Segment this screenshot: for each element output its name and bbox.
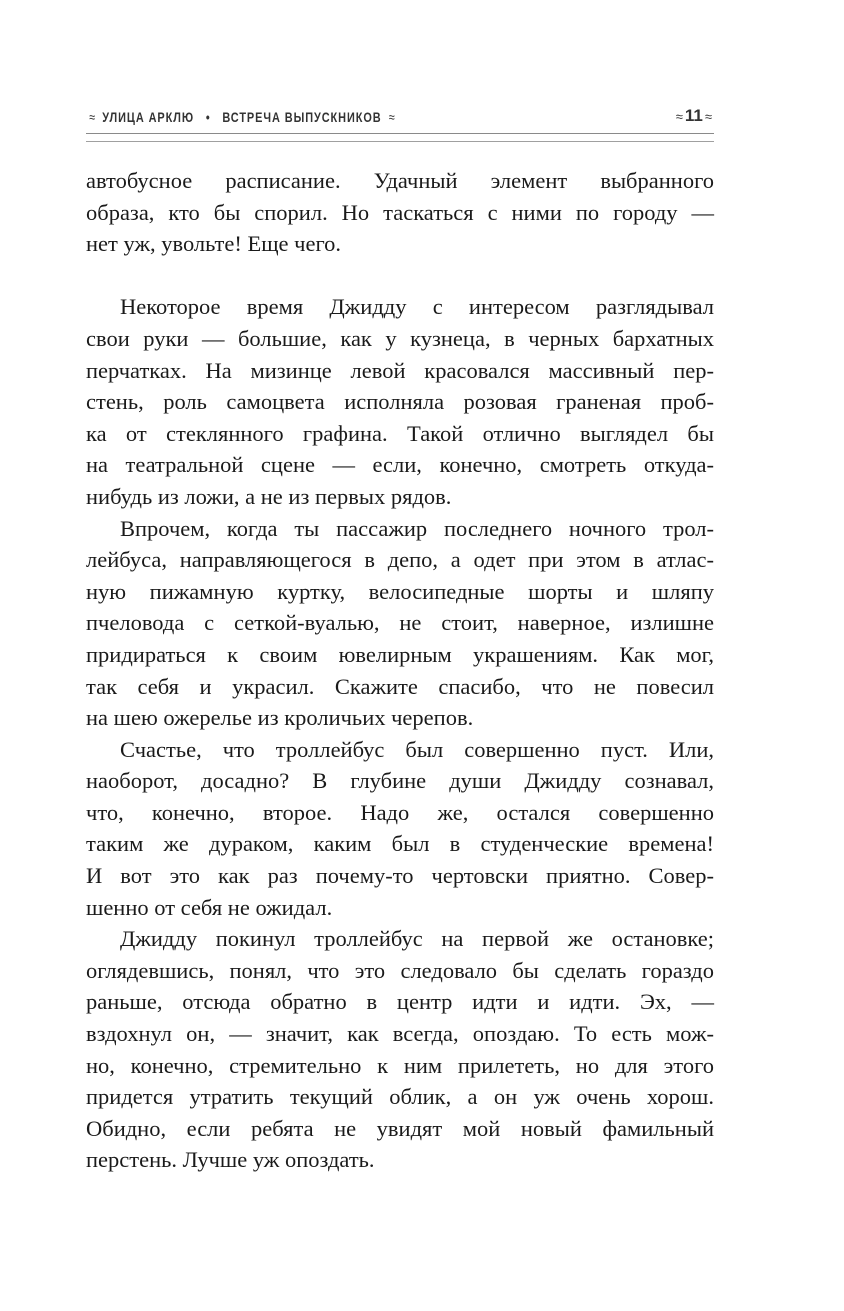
chapter-title: ВСТРЕЧА ВЫПУСКНИКОВ <box>222 109 382 125</box>
tilde-ornament-icon: ≈ <box>388 109 395 125</box>
text-line: свои руки — большие, как у кузнеца, в черных бархатных <box>86 325 714 351</box>
text-line: образа, кто бы спорил. Но таскаться с ними по городу — <box>86 199 714 225</box>
paragraph <box>86 513 714 734</box>
text-line: оглядевшись, понял, что это следовало бы сделать гораздо <box>86 957 714 983</box>
text-line: перстень. Лучше уж опоздать. <box>86 1147 375 1173</box>
text-line: Некоторое время Джидду с интересом разглядывал <box>120 294 714 320</box>
text-line: наоборот, досадно? В глубине души Джидду сознавал, <box>86 768 714 794</box>
tilde-ornament-icon: ≈ <box>675 109 683 124</box>
text-line: стень, роль самоцвета исполняла розовая граненая проб- <box>86 389 714 415</box>
text-line: придираться к своим ювелирным украшениям. Как мог, <box>86 641 714 667</box>
text-line: что, конечно, второе. Надо же, остался совершенно <box>86 799 714 825</box>
text-line: вздохнул он, — значит, как всегда, опоздаю. То есть мож- <box>86 1021 714 1047</box>
author-name: УЛИЦА АРКЛЮ <box>102 109 195 125</box>
body-text <box>86 165 714 1176</box>
text-line: Обидно, если ребята не увидят мой новый фамильный <box>86 1115 714 1141</box>
text-line: так себя и украсил. Скажите спасибо, что не повесил <box>86 673 714 699</box>
text-line: автобусное расписание. Удачный элемент выбранного <box>86 168 714 193</box>
text-line: шенно от себя не ожидал. <box>86 894 333 920</box>
header-rule-top <box>86 133 714 134</box>
text-line: лейбуса, направляющегося в депо, а одет при этом в атлас- <box>86 547 714 573</box>
text-line: перчатках. На мизинце левой красовался массивный пер- <box>86 357 714 383</box>
running-head-text <box>86 109 714 125</box>
running-head <box>86 106 576 132</box>
text-line: нибудь из ложи, а не из первых рядов. <box>86 483 452 509</box>
page-number <box>674 106 714 126</box>
text-line: на театральной сцене — если, конечно, смотреть откуда- <box>86 452 714 478</box>
paragraph <box>86 165 714 260</box>
tilde-ornament-icon: ≈ <box>89 109 96 125</box>
text-line: Счастье, что троллейбус был совершенно пуст. Или, <box>120 736 714 762</box>
paragraph <box>86 291 714 512</box>
paragraph <box>86 923 714 1176</box>
page-number-value: 11 <box>684 106 703 125</box>
text-line: Впрочем, когда ты пассажир последнего ночного трол- <box>120 515 714 541</box>
text-line: ка от стеклянного графина. Такой отлично выглядел бы <box>86 420 714 446</box>
tilde-ornament-icon: ≈ <box>704 109 712 124</box>
text-line: таким же дураком, каким был в студенческие времена! <box>86 831 714 857</box>
text-line: на шею ожерелье из кроличьих черепов. <box>86 705 474 731</box>
text-line: раньше, отсюда обратно в центр идти и идти. Эх, — <box>86 989 714 1015</box>
text-line: Джидду покинул троллейбус на первой же остановке; <box>120 926 714 952</box>
text-line: ную пижамную куртку, велосипедные шорты и шляпу <box>86 578 714 604</box>
header-rule-bottom <box>86 141 714 142</box>
text-line: И вот это как раз почему-то чертовски приятно. Совер- <box>86 863 714 889</box>
text-line: придется утратить текущий облик, а он уж очень хорош. <box>86 1084 714 1110</box>
text-line: но, конечно, стремительно к ним прилететь, но для этого <box>86 1052 714 1078</box>
text-line: нет уж, увольте! Еще чего. <box>86 231 342 257</box>
bullet-separator-icon: • <box>205 109 211 125</box>
paragraph <box>86 734 714 924</box>
text-line: пчеловода с сеткой-вуалью, не стоит, наверное, излишне <box>86 610 714 636</box>
